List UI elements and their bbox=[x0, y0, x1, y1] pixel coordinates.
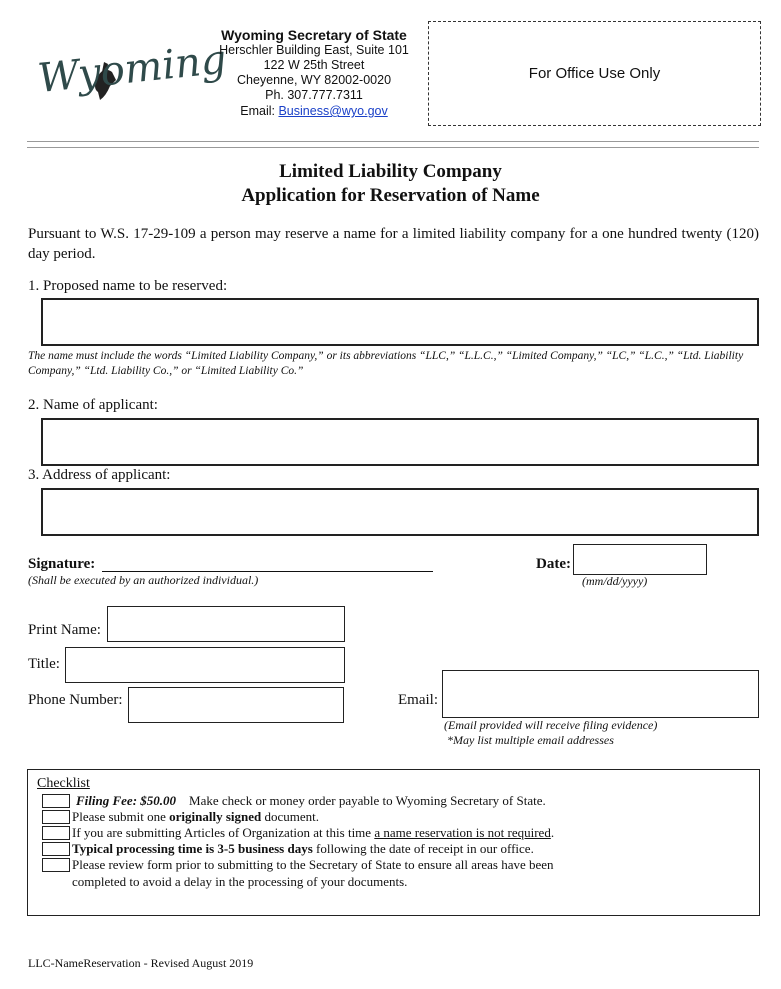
checklist-item-1 bbox=[76, 793, 546, 809]
signature-note: (Shall be executed by an authorized individual.) bbox=[28, 573, 259, 587]
signature-line[interactable] bbox=[102, 571, 433, 572]
email-note-1: (Email provided will receive filing evidence) bbox=[444, 718, 658, 732]
phone-input[interactable] bbox=[128, 687, 344, 723]
checklist-item-4 bbox=[72, 841, 534, 857]
agency-header bbox=[200, 27, 428, 119]
item3-post: . bbox=[550, 825, 555, 840]
item3-pre: If you are submitting Articles of Organization at this time bbox=[72, 825, 375, 840]
print-name-input[interactable] bbox=[107, 606, 345, 642]
phone-label: Phone Number: bbox=[28, 692, 123, 708]
proposed-name-note: The name must include the words “Limited Liability Company,” or its abbreviations “LLC,” “L.L.C.,” “Limited Company,” “LC,” “L.C.,” “Ltd. Liability Company,” “Ltd. Liability Co.,” or “Limited Liability Co.” bbox=[28, 350, 744, 377]
footer-revision: LLC-NameReservation - Revised August 2019 bbox=[28, 956, 254, 970]
address-line-2: 122 W 25th Street bbox=[263, 58, 365, 72]
form-title bbox=[0, 160, 781, 208]
checklist-checkbox-3[interactable] bbox=[42, 826, 70, 840]
applicant-name-input[interactable] bbox=[41, 418, 759, 466]
date-format-hint: (mm/dd/yyyy) bbox=[582, 574, 648, 588]
item2-bold: originally signed bbox=[169, 809, 262, 824]
wyoming-logo bbox=[35, 34, 229, 126]
checklist-title: Checklist bbox=[37, 776, 90, 791]
applicant-address-input[interactable] bbox=[41, 488, 759, 536]
proposed-name-input[interactable] bbox=[41, 298, 759, 346]
proposed-name-label: 1. Proposed name to be reserved: bbox=[28, 278, 228, 294]
applicant-name-label: 2. Name of applicant: bbox=[28, 397, 158, 413]
title-line-2: Application for Reservation of Name bbox=[241, 185, 540, 206]
item4-rest: following the date of receipt in our office. bbox=[312, 841, 534, 856]
office-use-box bbox=[428, 21, 761, 126]
date-input[interactable] bbox=[573, 544, 707, 575]
signature-label: Signature: bbox=[28, 556, 96, 572]
title-input[interactable] bbox=[65, 647, 345, 683]
email-field-label: Email: bbox=[398, 692, 438, 708]
title-line-1: Limited Liability Company bbox=[279, 161, 502, 182]
header-divider-top bbox=[27, 141, 759, 142]
item4-bold: Typical processing time is 3-5 business days bbox=[72, 841, 313, 856]
email-link[interactable]: Business@wyo.gov bbox=[278, 104, 388, 118]
address-line-3: Cheyenne, WY 82002-0020 bbox=[236, 73, 392, 87]
svg-text:Wyoming: Wyoming bbox=[35, 36, 229, 103]
item2-post: document. bbox=[261, 809, 320, 824]
checklist-checkbox-5[interactable] bbox=[42, 858, 70, 872]
checklist-item-5-line-1: Please review form prior to submitting to the Secretary of State to ensure all areas have been bbox=[72, 857, 554, 872]
email-label: Email: bbox=[240, 104, 275, 118]
bucking-horse-icon bbox=[35, 34, 229, 126]
checklist-item-2 bbox=[72, 809, 319, 825]
phone-line: Ph. 307.777.7311 bbox=[265, 88, 363, 102]
intro-paragraph: Pursuant to W.S. 17-29-109 a person may reserve a name for a limited liability company for a one hundred twenty (120) day period. bbox=[28, 226, 759, 262]
item3-underline: a name reservation is not required bbox=[374, 825, 551, 840]
address-line-1: Herschler Building East, Suite 101 bbox=[219, 43, 409, 57]
item2-pre: Please submit one bbox=[72, 809, 170, 824]
checklist-item-3 bbox=[72, 825, 554, 841]
header-divider-bottom bbox=[27, 147, 759, 148]
office-use-label: For Office Use Only bbox=[528, 65, 661, 82]
checklist-checkbox-4[interactable] bbox=[42, 842, 70, 856]
filing-fee-text: Filing Fee: $50.00 bbox=[76, 793, 177, 808]
print-name-label: Print Name: bbox=[28, 622, 101, 638]
email-input[interactable] bbox=[442, 670, 759, 718]
checklist-item-5-line-2: completed to avoid a delay in the processing of your documents. bbox=[72, 874, 408, 889]
applicant-address-label: 3. Address of applicant: bbox=[28, 467, 171, 483]
checklist-checkbox-1[interactable] bbox=[42, 794, 70, 808]
filing-fee-rest: Make check or money order payable to Wyoming Secretary of State. bbox=[189, 793, 546, 808]
agency-name: Wyoming Secretary of State bbox=[221, 27, 407, 43]
email-line bbox=[200, 103, 428, 119]
date-label: Date: bbox=[536, 556, 571, 572]
checklist-checkbox-2[interactable] bbox=[42, 810, 70, 824]
email-note-2: *May list multiple email addresses bbox=[447, 733, 614, 747]
title-label: Title: bbox=[28, 656, 60, 672]
